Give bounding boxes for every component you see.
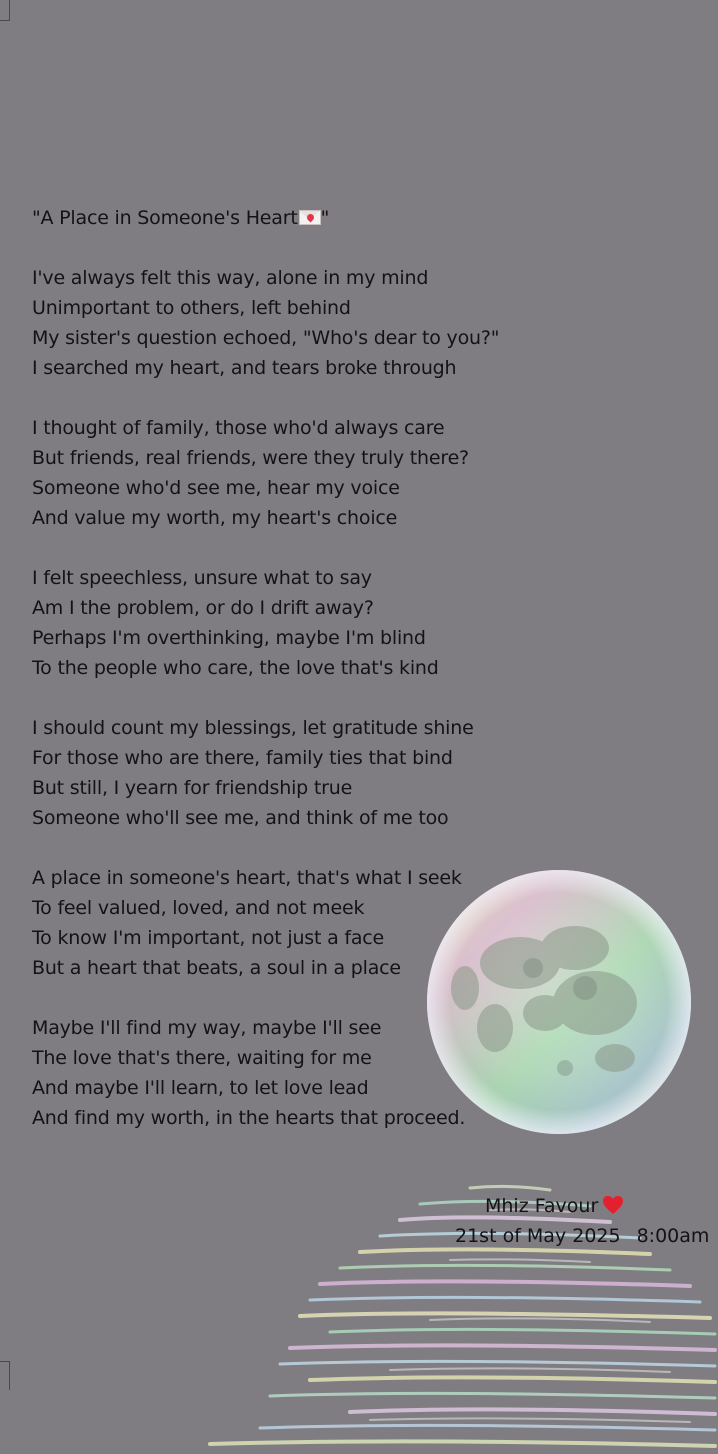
signature-block	[430, 1191, 710, 1251]
stanza-3	[32, 563, 492, 683]
poem-line: I thought of family, those who'd always care	[32, 417, 445, 439]
poem-title-close-quote: "	[320, 207, 330, 229]
poem-line: Someone who'd see me, hear my voice	[32, 477, 400, 499]
poem-line: Am I the problem, or do I drift away?	[32, 597, 374, 619]
page-corner-mark-bottom	[0, 1361, 10, 1390]
poem-line: I felt speechless, unsure what to say	[32, 567, 372, 589]
author-name: Mhiz Favour	[485, 1195, 599, 1217]
poem-line: Maybe I'll find my way, maybe I'll see	[32, 1017, 382, 1039]
stanza-6	[32, 1013, 492, 1133]
red-heart-icon	[602, 1195, 624, 1215]
signature-date: 21st of May 2025	[455, 1225, 621, 1247]
signature-time: 8:00am	[636, 1225, 710, 1247]
stanza-1	[32, 263, 500, 383]
stanza-2	[32, 413, 492, 533]
poem-line: For those who are there, family ties that bind	[32, 747, 453, 769]
poem-line: To know I'm important, not just a face	[32, 927, 385, 949]
poem-title	[32, 203, 492, 233]
date-time-line	[430, 1221, 710, 1251]
poem-line: Unimportant to others, left behind	[32, 297, 351, 319]
stanza-4	[32, 713, 492, 833]
poem-line: Someone who'll see me, and think of me too	[32, 807, 449, 829]
poem-line: And find my worth, in the hearts that proceed.	[32, 1107, 466, 1129]
poem-line: My sister's question echoed, "Who's dear to you?"	[32, 327, 500, 349]
poem-body	[32, 203, 500, 1163]
poem-line: But a heart that beats, a soul in a place	[32, 957, 401, 979]
author-line	[430, 1191, 710, 1221]
poem-line: And maybe I'll learn, to let love lead	[32, 1077, 369, 1099]
love-letter-icon	[299, 210, 321, 225]
poem-line: I should count my blessings, let gratitude shine	[32, 717, 474, 739]
poem-line: And value my worth, my heart's choice	[32, 507, 398, 529]
poem-line: I searched my heart, and tears broke through	[32, 357, 457, 379]
poem-line: But friends, real friends, were they truly there?	[32, 447, 469, 469]
poem-line: To feel valued, loved, and not meek	[32, 897, 365, 919]
poem-line: But still, I yearn for friendship true	[32, 777, 353, 799]
poem-title-text: "A Place in Someone's Heart	[32, 207, 298, 229]
poem-line: Perhaps I'm overthinking, maybe I'm blind	[32, 627, 426, 649]
stanza-5	[32, 863, 492, 983]
poem-line: A place in someone's heart, that's what I seek	[32, 867, 462, 889]
page-corner-mark-top	[0, 0, 10, 21]
poem-line: The love that's there, waiting for me	[32, 1047, 372, 1069]
poem-line: I've always felt this way, alone in my mind	[32, 267, 429, 289]
poem-line: To the people who care, the love that's kind	[32, 657, 439, 679]
